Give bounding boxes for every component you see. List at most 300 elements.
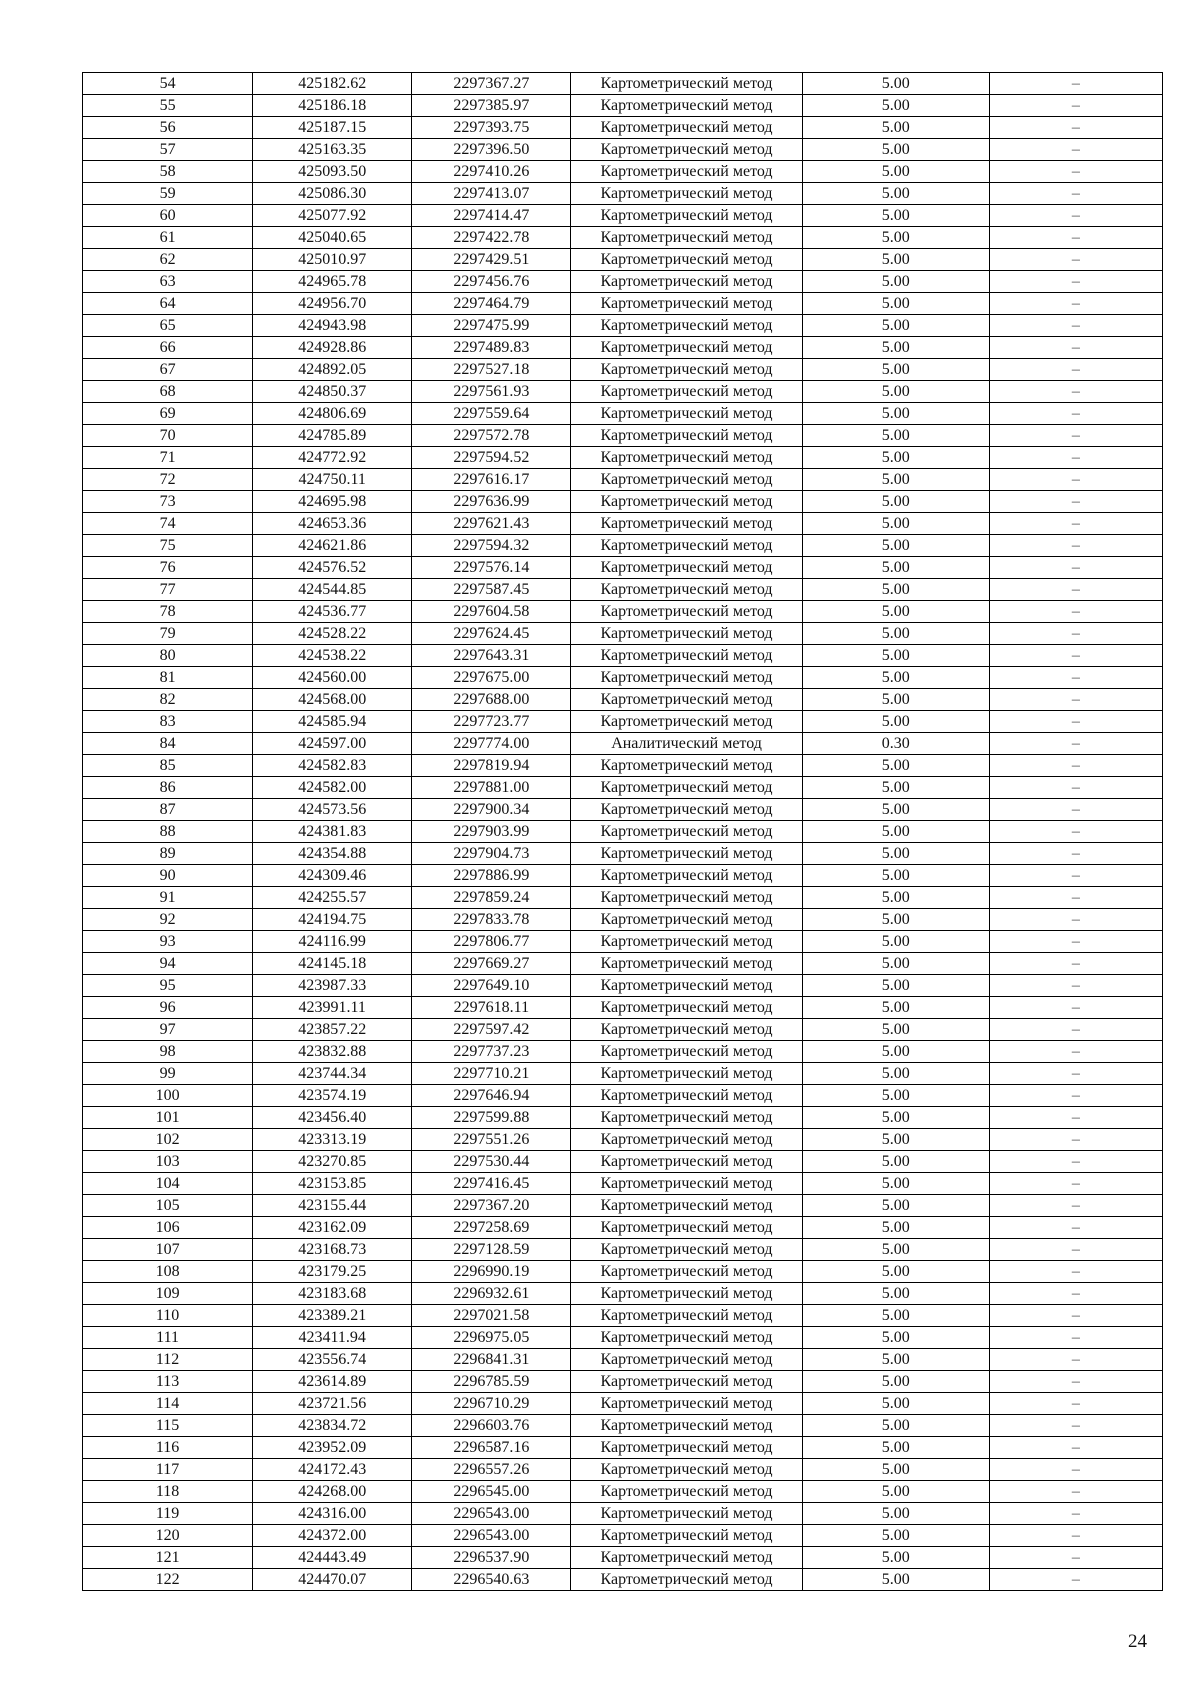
method-cell: Картометрический метод	[571, 425, 802, 447]
y-coordinate-cell: 2297367.27	[412, 73, 571, 95]
note-cell: –	[989, 1327, 1162, 1349]
point-number-cell: 58	[83, 161, 253, 183]
precision-cell: 5.00	[802, 1371, 989, 1393]
table-row	[83, 1503, 1163, 1525]
note-cell: –	[989, 271, 1162, 293]
note-cell: –	[989, 315, 1162, 337]
precision-cell: 5.00	[802, 777, 989, 799]
precision-cell: 5.00	[802, 1019, 989, 1041]
method-cell: Картометрический метод	[571, 865, 802, 887]
note-cell: –	[989, 1547, 1162, 1569]
precision-cell: 5.00	[802, 491, 989, 513]
precision-cell: 5.00	[802, 623, 989, 645]
point-number-cell: 75	[83, 535, 253, 557]
method-cell: Аналитический метод	[571, 733, 802, 755]
note-cell: –	[989, 799, 1162, 821]
precision-cell: 5.00	[802, 1525, 989, 1547]
point-number-cell: 80	[83, 645, 253, 667]
note-cell: –	[989, 557, 1162, 579]
note-cell: –	[989, 117, 1162, 139]
precision-cell: 5.00	[802, 821, 989, 843]
point-number-cell: 73	[83, 491, 253, 513]
x-coordinate-cell: 424772.92	[253, 447, 412, 469]
precision-cell: 5.00	[802, 469, 989, 491]
point-number-cell: 91	[83, 887, 253, 909]
x-coordinate-cell: 425010.97	[253, 249, 412, 271]
precision-cell: 5.00	[802, 887, 989, 909]
method-cell: Картометрический метод	[571, 1041, 802, 1063]
point-number-cell: 110	[83, 1305, 253, 1327]
method-cell: Картометрический метод	[571, 777, 802, 799]
note-cell: –	[989, 337, 1162, 359]
note-cell: –	[989, 711, 1162, 733]
x-coordinate-cell: 423155.44	[253, 1195, 412, 1217]
y-coordinate-cell: 2297594.32	[412, 535, 571, 557]
method-cell: Картометрический метод	[571, 953, 802, 975]
y-coordinate-cell: 2297900.34	[412, 799, 571, 821]
table-row	[83, 755, 1163, 777]
x-coordinate-cell: 423952.09	[253, 1437, 412, 1459]
method-cell: Картометрический метод	[571, 1107, 802, 1129]
method-cell: Картометрический метод	[571, 975, 802, 997]
y-coordinate-cell: 2297886.99	[412, 865, 571, 887]
method-cell: Картометрический метод	[571, 183, 802, 205]
note-cell: –	[989, 777, 1162, 799]
y-coordinate-cell: 2297416.45	[412, 1173, 571, 1195]
note-cell: –	[989, 865, 1162, 887]
x-coordinate-cell: 424194.75	[253, 909, 412, 931]
x-coordinate-cell: 423744.34	[253, 1063, 412, 1085]
note-cell: –	[989, 1525, 1162, 1547]
y-coordinate-cell: 2297618.11	[412, 997, 571, 1019]
y-coordinate-cell: 2296932.61	[412, 1283, 571, 1305]
method-cell: Картометрический метод	[571, 1151, 802, 1173]
table-row	[83, 667, 1163, 689]
method-cell: Картометрический метод	[571, 579, 802, 601]
y-coordinate-cell: 2297616.17	[412, 469, 571, 491]
note-cell: –	[989, 887, 1162, 909]
table-row	[83, 513, 1163, 535]
note-cell: –	[989, 535, 1162, 557]
method-cell: Картометрический метод	[571, 205, 802, 227]
point-number-cell: 64	[83, 293, 253, 315]
x-coordinate-cell: 424470.07	[253, 1569, 412, 1591]
method-cell: Картометрический метод	[571, 1305, 802, 1327]
method-cell: Картометрический метод	[571, 799, 802, 821]
x-coordinate-cell: 424528.22	[253, 623, 412, 645]
x-coordinate-cell: 424576.52	[253, 557, 412, 579]
point-number-cell: 109	[83, 1283, 253, 1305]
method-cell: Картометрический метод	[571, 1195, 802, 1217]
point-number-cell: 94	[83, 953, 253, 975]
method-cell: Картометрический метод	[571, 667, 802, 689]
point-number-cell: 100	[83, 1085, 253, 1107]
table-row	[83, 381, 1163, 403]
note-cell: –	[989, 403, 1162, 425]
note-cell: –	[989, 1459, 1162, 1481]
table-row	[83, 403, 1163, 425]
table-row	[83, 711, 1163, 733]
point-number-cell: 122	[83, 1569, 253, 1591]
x-coordinate-cell: 424582.83	[253, 755, 412, 777]
y-coordinate-cell: 2296587.16	[412, 1437, 571, 1459]
x-coordinate-cell: 423411.94	[253, 1327, 412, 1349]
y-coordinate-cell: 2297597.42	[412, 1019, 571, 1041]
method-cell: Картометрический метод	[571, 1349, 802, 1371]
table-row	[83, 843, 1163, 865]
precision-cell: 5.00	[802, 139, 989, 161]
table-row	[83, 953, 1163, 975]
table-row	[83, 1393, 1163, 1415]
point-number-cell: 116	[83, 1437, 253, 1459]
note-cell: –	[989, 183, 1162, 205]
note-cell: –	[989, 139, 1162, 161]
x-coordinate-cell: 424956.70	[253, 293, 412, 315]
precision-cell: 5.00	[802, 1217, 989, 1239]
method-cell: Картометрический метод	[571, 689, 802, 711]
y-coordinate-cell: 2297561.93	[412, 381, 571, 403]
method-cell: Картометрический метод	[571, 1437, 802, 1459]
table-row	[83, 1481, 1163, 1503]
y-coordinate-cell: 2297737.23	[412, 1041, 571, 1063]
point-number-cell: 119	[83, 1503, 253, 1525]
method-cell: Картометрический метод	[571, 161, 802, 183]
y-coordinate-cell: 2297367.20	[412, 1195, 571, 1217]
x-coordinate-cell: 424145.18	[253, 953, 412, 975]
x-coordinate-cell: 424116.99	[253, 931, 412, 953]
table-row	[83, 931, 1163, 953]
x-coordinate-cell: 424965.78	[253, 271, 412, 293]
y-coordinate-cell: 2297559.64	[412, 403, 571, 425]
precision-cell: 5.00	[802, 1305, 989, 1327]
table-row	[83, 315, 1163, 337]
point-number-cell: 96	[83, 997, 253, 1019]
point-number-cell: 66	[83, 337, 253, 359]
table-row	[83, 447, 1163, 469]
x-coordinate-cell: 424597.00	[253, 733, 412, 755]
y-coordinate-cell: 2297646.94	[412, 1085, 571, 1107]
table-row	[83, 689, 1163, 711]
point-number-cell: 79	[83, 623, 253, 645]
x-coordinate-cell: 424309.46	[253, 865, 412, 887]
table-row	[83, 799, 1163, 821]
y-coordinate-cell: 2297551.26	[412, 1129, 571, 1151]
x-coordinate-cell: 423162.09	[253, 1217, 412, 1239]
note-cell: –	[989, 1283, 1162, 1305]
table-row	[83, 117, 1163, 139]
precision-cell: 0.30	[802, 733, 989, 755]
y-coordinate-cell: 2297669.27	[412, 953, 571, 975]
y-coordinate-cell: 2297624.45	[412, 623, 571, 645]
table-row	[83, 821, 1163, 843]
point-number-cell: 70	[83, 425, 253, 447]
y-coordinate-cell: 2297806.77	[412, 931, 571, 953]
precision-cell: 5.00	[802, 755, 989, 777]
precision-cell: 5.00	[802, 645, 989, 667]
precision-cell: 5.00	[802, 579, 989, 601]
x-coordinate-cell: 424372.00	[253, 1525, 412, 1547]
table-row	[83, 909, 1163, 931]
method-cell: Картометрический метод	[571, 645, 802, 667]
note-cell: –	[989, 359, 1162, 381]
table-row	[83, 1437, 1163, 1459]
precision-cell: 5.00	[802, 1349, 989, 1371]
precision-cell: 5.00	[802, 843, 989, 865]
note-cell: –	[989, 1415, 1162, 1437]
method-cell: Картометрический метод	[571, 1503, 802, 1525]
y-coordinate-cell: 2296990.19	[412, 1261, 571, 1283]
precision-cell: 5.00	[802, 1437, 989, 1459]
precision-cell: 5.00	[802, 953, 989, 975]
note-cell: –	[989, 1195, 1162, 1217]
point-number-cell: 118	[83, 1481, 253, 1503]
y-coordinate-cell: 2297429.51	[412, 249, 571, 271]
note-cell: –	[989, 425, 1162, 447]
x-coordinate-cell: 425186.18	[253, 95, 412, 117]
x-coordinate-cell: 423556.74	[253, 1349, 412, 1371]
note-cell: –	[989, 667, 1162, 689]
x-coordinate-cell: 425086.30	[253, 183, 412, 205]
table-row	[83, 139, 1163, 161]
table-row	[83, 1107, 1163, 1129]
x-coordinate-cell: 424536.77	[253, 601, 412, 623]
table-row	[83, 1569, 1163, 1591]
point-number-cell: 121	[83, 1547, 253, 1569]
y-coordinate-cell: 2297128.59	[412, 1239, 571, 1261]
note-cell: –	[989, 1503, 1162, 1525]
note-cell: –	[989, 623, 1162, 645]
precision-cell: 5.00	[802, 95, 989, 117]
point-number-cell: 97	[83, 1019, 253, 1041]
x-coordinate-cell: 425093.50	[253, 161, 412, 183]
method-cell: Картометрический метод	[571, 1173, 802, 1195]
note-cell: –	[989, 513, 1162, 535]
x-coordinate-cell: 424750.11	[253, 469, 412, 491]
point-number-cell: 95	[83, 975, 253, 997]
note-cell: –	[989, 227, 1162, 249]
note-cell: –	[989, 821, 1162, 843]
precision-cell: 5.00	[802, 1415, 989, 1437]
x-coordinate-cell: 424585.94	[253, 711, 412, 733]
y-coordinate-cell: 2297621.43	[412, 513, 571, 535]
y-coordinate-cell: 2297649.10	[412, 975, 571, 997]
y-coordinate-cell: 2297021.58	[412, 1305, 571, 1327]
method-cell: Картометрический метод	[571, 73, 802, 95]
method-cell: Картометрический метод	[571, 1547, 802, 1569]
table-row	[83, 1173, 1163, 1195]
note-cell: –	[989, 1107, 1162, 1129]
note-cell: –	[989, 1085, 1162, 1107]
x-coordinate-cell: 424582.00	[253, 777, 412, 799]
method-cell: Картометрический метод	[571, 359, 802, 381]
precision-cell: 5.00	[802, 975, 989, 997]
point-number-cell: 107	[83, 1239, 253, 1261]
x-coordinate-cell: 424568.00	[253, 689, 412, 711]
precision-cell: 5.00	[802, 73, 989, 95]
table-row	[83, 249, 1163, 271]
table-row	[83, 623, 1163, 645]
point-number-cell: 71	[83, 447, 253, 469]
x-coordinate-cell: 423991.11	[253, 997, 412, 1019]
x-coordinate-cell: 423456.40	[253, 1107, 412, 1129]
method-cell: Картометрический метод	[571, 1569, 802, 1591]
note-cell: –	[989, 73, 1162, 95]
y-coordinate-cell: 2297604.58	[412, 601, 571, 623]
precision-cell: 5.00	[802, 931, 989, 953]
y-coordinate-cell: 2297396.50	[412, 139, 571, 161]
note-cell: –	[989, 755, 1162, 777]
method-cell: Картометрический метод	[571, 1393, 802, 1415]
y-coordinate-cell: 2297393.75	[412, 117, 571, 139]
method-cell: Картометрический метод	[571, 821, 802, 843]
y-coordinate-cell: 2296540.63	[412, 1569, 571, 1591]
precision-cell: 5.00	[802, 1569, 989, 1591]
precision-cell: 5.00	[802, 1151, 989, 1173]
precision-cell: 5.00	[802, 689, 989, 711]
x-coordinate-cell: 423179.25	[253, 1261, 412, 1283]
precision-cell: 5.00	[802, 557, 989, 579]
y-coordinate-cell: 2297489.83	[412, 337, 571, 359]
method-cell: Картометрический метод	[571, 843, 802, 865]
y-coordinate-cell: 2297422.78	[412, 227, 571, 249]
note-cell: –	[989, 205, 1162, 227]
note-cell: –	[989, 1437, 1162, 1459]
point-number-cell: 72	[83, 469, 253, 491]
point-number-cell: 105	[83, 1195, 253, 1217]
table-row	[83, 469, 1163, 491]
table-row	[83, 975, 1163, 997]
x-coordinate-cell: 424354.88	[253, 843, 412, 865]
y-coordinate-cell: 2297594.52	[412, 447, 571, 469]
point-number-cell: 83	[83, 711, 253, 733]
x-coordinate-cell: 423153.85	[253, 1173, 412, 1195]
method-cell: Картометрический метод	[571, 997, 802, 1019]
precision-cell: 5.00	[802, 403, 989, 425]
y-coordinate-cell: 2297710.21	[412, 1063, 571, 1085]
note-cell: –	[989, 1393, 1162, 1415]
y-coordinate-cell: 2297464.79	[412, 293, 571, 315]
y-coordinate-cell: 2297881.00	[412, 777, 571, 799]
point-number-cell: 117	[83, 1459, 253, 1481]
point-number-cell: 61	[83, 227, 253, 249]
note-cell: –	[989, 931, 1162, 953]
precision-cell: 5.00	[802, 799, 989, 821]
precision-cell: 5.00	[802, 1459, 989, 1481]
table-row	[83, 733, 1163, 755]
note-cell: –	[989, 1019, 1162, 1041]
x-coordinate-cell: 424850.37	[253, 381, 412, 403]
point-number-cell: 88	[83, 821, 253, 843]
x-coordinate-cell: 424573.56	[253, 799, 412, 821]
x-coordinate-cell: 423389.21	[253, 1305, 412, 1327]
precision-cell: 5.00	[802, 1107, 989, 1129]
precision-cell: 5.00	[802, 1173, 989, 1195]
x-coordinate-cell: 424172.43	[253, 1459, 412, 1481]
x-coordinate-cell: 423832.88	[253, 1041, 412, 1063]
y-coordinate-cell: 2297819.94	[412, 755, 571, 777]
y-coordinate-cell: 2297903.99	[412, 821, 571, 843]
method-cell: Картометрический метод	[571, 711, 802, 733]
table-row	[83, 535, 1163, 557]
precision-cell: 5.00	[802, 1195, 989, 1217]
point-number-cell: 78	[83, 601, 253, 623]
note-cell: –	[989, 1239, 1162, 1261]
x-coordinate-cell: 424268.00	[253, 1481, 412, 1503]
note-cell: –	[989, 1217, 1162, 1239]
table-row	[83, 1129, 1163, 1151]
table-row	[83, 1217, 1163, 1239]
table-row	[83, 1415, 1163, 1437]
y-coordinate-cell: 2297530.44	[412, 1151, 571, 1173]
precision-cell: 5.00	[802, 1393, 989, 1415]
y-coordinate-cell: 2296543.00	[412, 1503, 571, 1525]
y-coordinate-cell: 2297723.77	[412, 711, 571, 733]
precision-cell: 5.00	[802, 1481, 989, 1503]
precision-cell: 5.00	[802, 205, 989, 227]
method-cell: Картометрический метод	[571, 1239, 802, 1261]
table-row	[83, 205, 1163, 227]
table-row	[83, 777, 1163, 799]
precision-cell: 5.00	[802, 293, 989, 315]
y-coordinate-cell: 2297688.00	[412, 689, 571, 711]
precision-cell: 5.00	[802, 183, 989, 205]
table-row	[83, 865, 1163, 887]
table-row	[83, 557, 1163, 579]
x-coordinate-cell: 424544.85	[253, 579, 412, 601]
method-cell: Картометрический метод	[571, 1261, 802, 1283]
method-cell: Картометрический метод	[571, 623, 802, 645]
x-coordinate-cell: 423987.33	[253, 975, 412, 997]
table-row	[83, 227, 1163, 249]
point-number-cell: 111	[83, 1327, 253, 1349]
x-coordinate-cell: 424316.00	[253, 1503, 412, 1525]
table-row	[83, 1239, 1163, 1261]
x-coordinate-cell: 425182.62	[253, 73, 412, 95]
table-row	[83, 491, 1163, 513]
page-number: 24	[1128, 1631, 1147, 1652]
point-number-cell: 93	[83, 931, 253, 953]
table-row	[83, 293, 1163, 315]
x-coordinate-cell: 424695.98	[253, 491, 412, 513]
x-coordinate-cell: 423857.22	[253, 1019, 412, 1041]
method-cell: Картометрический метод	[571, 1063, 802, 1085]
table-row	[83, 997, 1163, 1019]
table-row	[83, 95, 1163, 117]
x-coordinate-cell: 423834.72	[253, 1415, 412, 1437]
method-cell: Картометрический метод	[571, 227, 802, 249]
point-number-cell: 82	[83, 689, 253, 711]
y-coordinate-cell: 2296545.00	[412, 1481, 571, 1503]
point-number-cell: 65	[83, 315, 253, 337]
method-cell: Картометрический метод	[571, 1283, 802, 1305]
note-cell: –	[989, 161, 1162, 183]
note-cell: –	[989, 469, 1162, 491]
table-row	[83, 73, 1163, 95]
table-row	[83, 1525, 1163, 1547]
table-row	[83, 601, 1163, 623]
precision-cell: 5.00	[802, 1085, 989, 1107]
method-cell: Картометрический метод	[571, 513, 802, 535]
note-cell: –	[989, 689, 1162, 711]
table-row	[83, 1327, 1163, 1349]
table-row	[83, 1019, 1163, 1041]
table-row	[83, 425, 1163, 447]
y-coordinate-cell: 2297413.07	[412, 183, 571, 205]
precision-cell: 5.00	[802, 535, 989, 557]
point-number-cell: 103	[83, 1151, 253, 1173]
table-row	[83, 359, 1163, 381]
method-cell: Картометрический метод	[571, 1481, 802, 1503]
